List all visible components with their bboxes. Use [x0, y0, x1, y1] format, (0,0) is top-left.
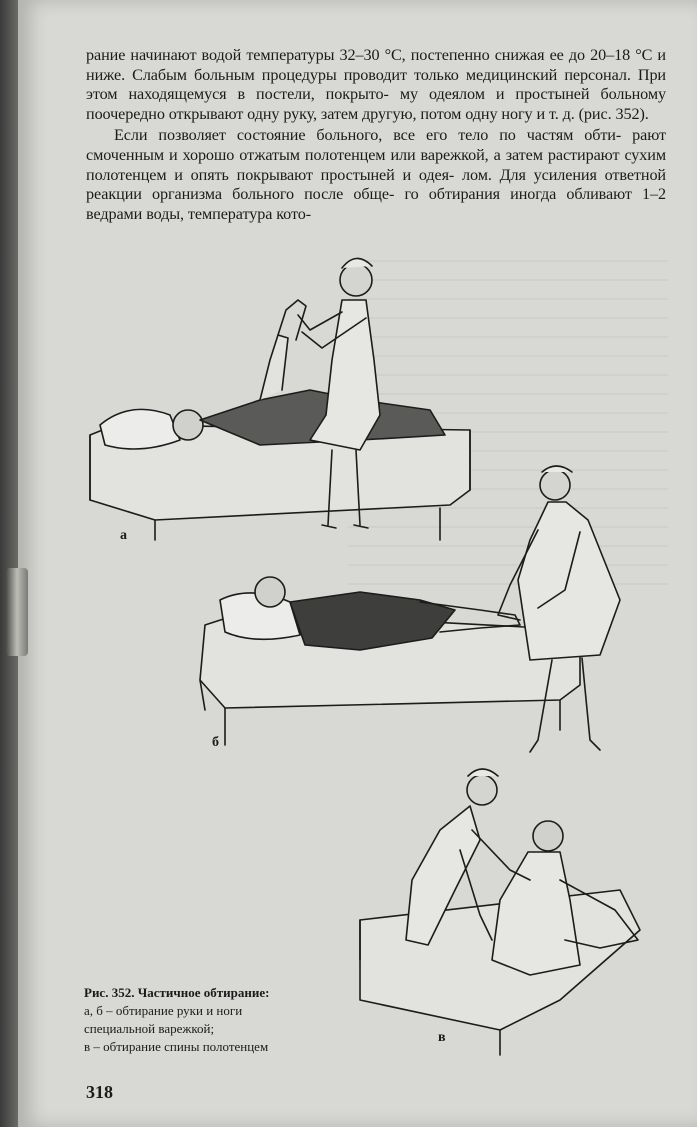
- panel-label-b: б: [212, 735, 219, 750]
- panel-label-c: в: [438, 1030, 446, 1045]
- caption-title: Рис. 352. Частичное обтирание:: [84, 985, 270, 1000]
- paragraph-2: [86, 126, 666, 224]
- text-line: му одеялом и простыней больному поочередно открывают одну руку,: [86, 85, 667, 123]
- illustration-drawing: [60, 240, 660, 1060]
- book-spine-edge: [0, 0, 18, 1127]
- caption-line: специальной варежкой;: [84, 1021, 215, 1036]
- text-line: лом. Для усиления ответной реакции организма больного после обще-: [86, 165, 666, 204]
- text-line: растирают сухим полотенцем и опять покрывают простыней и одея-: [86, 145, 667, 184]
- text-line: ее до 20–18 °С и ниже. Слабым больным процедуры проводит только: [86, 46, 666, 84]
- panel-label-a: а: [120, 528, 127, 543]
- illustration-figure-352: [60, 240, 660, 1060]
- caption-line: в – обтирание спины полотенцем: [84, 1039, 269, 1054]
- page-number: 318: [86, 1082, 113, 1102]
- bookmark-clip: [6, 568, 28, 656]
- text-line: медицинский персонал. При этом находящемуся в постели, покрыто-: [86, 65, 666, 104]
- body-text: [86, 46, 666, 224]
- paragraph-1: [86, 46, 666, 124]
- text-line: го обтирания иногда обливают 1–2 ведрами воды, температура кото-: [86, 185, 667, 223]
- text-line: Если позволяет состояние больного, все его тело по частям обти-: [114, 126, 622, 145]
- panel-a-drawing: [90, 258, 470, 540]
- panel-c-drawing: [360, 769, 640, 1055]
- text-line: рают смоченным и хорошо отжатым полотенцем или варежкой, а затем: [86, 126, 667, 164]
- figure-caption: [84, 984, 384, 1056]
- caption-line: а, б – обтирание руки и ноги: [84, 1003, 243, 1018]
- text-line: рание начинают водой температуры 32–30 °С, постепенно снижая: [86, 46, 545, 64]
- text-line: затем другую, потом одну ногу и т. д. (рис. 352).: [320, 104, 649, 123]
